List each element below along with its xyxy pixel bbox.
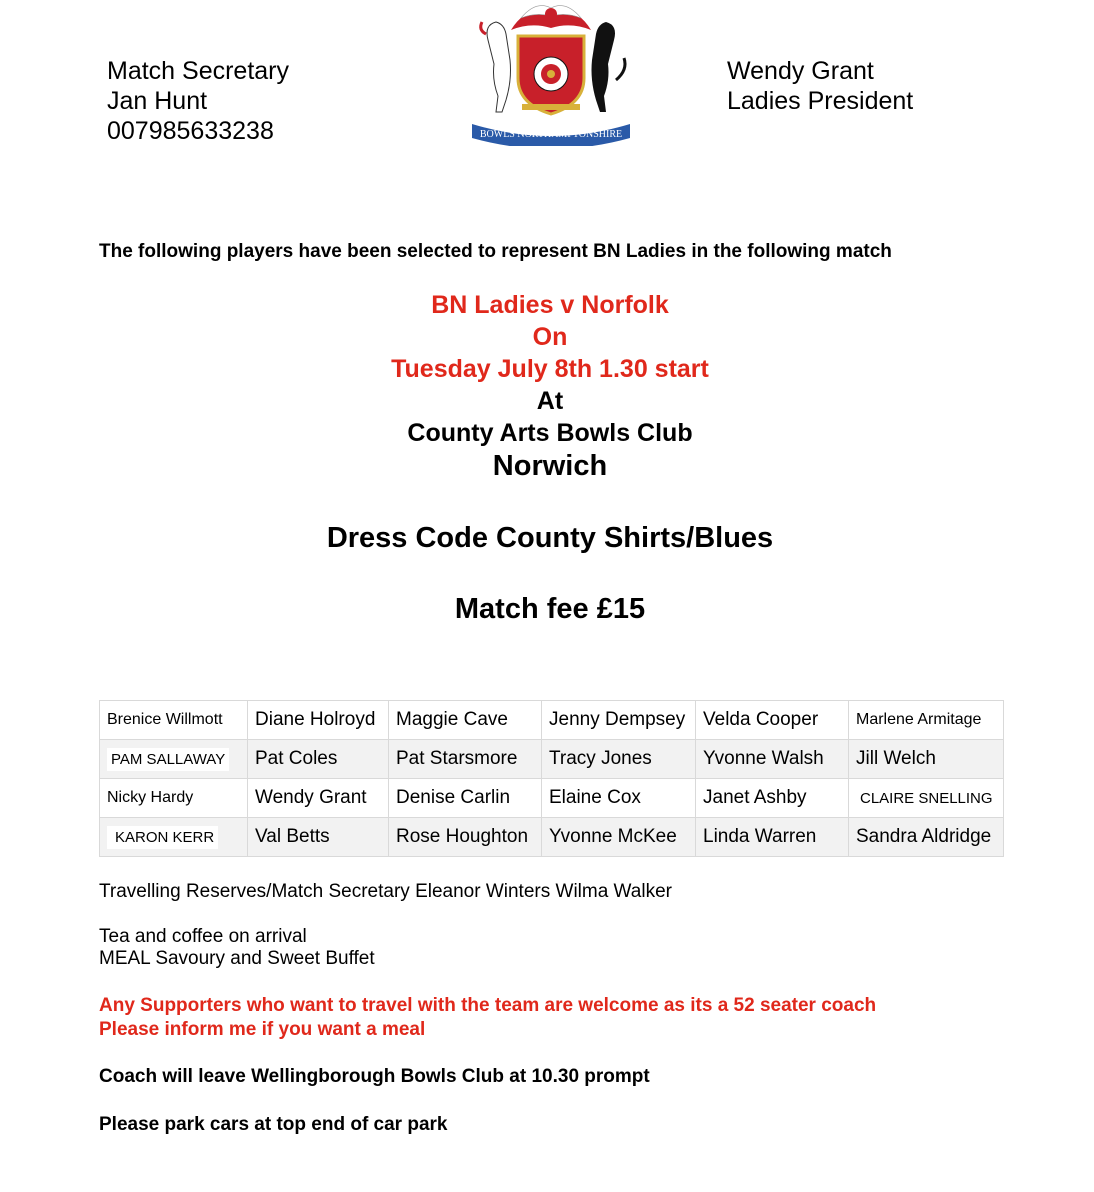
coach-departure: Coach will leave Wellingborough Bowls Club at 10.30 prompt [99, 1066, 650, 1087]
match-secretary-block [107, 56, 289, 146]
player-cell: Yvonne Walsh [696, 740, 849, 779]
player-cell [100, 818, 248, 857]
table-row [100, 779, 1004, 818]
player-cell: Tracy Jones [542, 740, 696, 779]
player-cell: Rose Houghton [389, 818, 542, 857]
player-name: KARON KERR [107, 826, 218, 849]
match-venue: County Arts Bowls Club [407, 419, 693, 447]
selection-intro: The following players have been selected to represent BN Ladies in the following match [99, 241, 892, 262]
player-cell: Val Betts [248, 818, 389, 857]
supporters-line-2: Please inform me if you want a meal [99, 1019, 426, 1040]
players-table [99, 700, 1004, 857]
player-cell: Sandra Aldridge [849, 818, 1004, 857]
player-cell: Pat Starsmore [389, 740, 542, 779]
player-cell: Jenny Dempsey [542, 701, 696, 740]
player-cell: Pat Coles [248, 740, 389, 779]
player-cell: Nicky Hardy [100, 779, 248, 818]
player-cell: Diane Holroyd [248, 701, 389, 740]
secretary-name: Jan Hunt [107, 87, 208, 115]
player-cell: Elaine Cox [542, 779, 696, 818]
supporters-line-1: Any Supporters who want to travel with the team are welcome as its a 52 seater coach [99, 995, 877, 1016]
catering-tea: Tea and coffee on arrival [99, 926, 307, 947]
player-cell: Marlene Armitage [849, 701, 1004, 740]
player-cell: Velda Cooper [696, 701, 849, 740]
crest-banner-text: BOWLS NORTHAMPTONSHIRE [479, 129, 623, 140]
bowls-northamptonshire-crest [466, 0, 636, 146]
match-on: On [532, 323, 568, 351]
president-name: Wendy Grant [727, 57, 874, 85]
player-cell: Yvonne McKee [542, 818, 696, 857]
dress-code: Dress Code County Shirts/Blues [326, 522, 774, 554]
president-title: Ladies President [727, 87, 914, 115]
match-fixture: BN Ladies v Norfolk [431, 291, 669, 319]
player-cell: Janet Ashby [696, 779, 849, 818]
president-block [727, 56, 913, 116]
travelling-reserves: Travelling Reserves/Match Secretary Eleanor Winters Wilma Walker [99, 881, 672, 902]
player-cell [849, 779, 1004, 818]
secretary-phone: 007985633238 [107, 117, 274, 145]
player-cell: Denise Carlin [389, 779, 542, 818]
player-cell: Jill Welch [849, 740, 1004, 779]
catering-meal: MEAL Savoury and Sweet Buffet [99, 948, 375, 969]
player-cell: Wendy Grant [248, 779, 389, 818]
match-fee: Match fee £15 [454, 593, 646, 625]
match-date: Tuesday July 8th 1.30 start [391, 355, 709, 383]
player-cell: Linda Warren [696, 818, 849, 857]
match-at: At [536, 387, 564, 415]
parking-note: Please park cars at top end of car park [99, 1114, 448, 1135]
secretary-title: Match Secretary [107, 57, 290, 85]
player-cell: Maggie Cave [389, 701, 542, 740]
player-cell: Brenice Willmott [100, 701, 248, 740]
match-town: Norwich [492, 450, 608, 482]
player-name: PAM SALLAWAY [107, 748, 229, 771]
table-row [100, 818, 1004, 857]
player-cell [100, 740, 248, 779]
table-row [100, 701, 1004, 740]
table-row [100, 740, 1004, 779]
player-name: CLAIRE SNELLING [856, 787, 997, 810]
